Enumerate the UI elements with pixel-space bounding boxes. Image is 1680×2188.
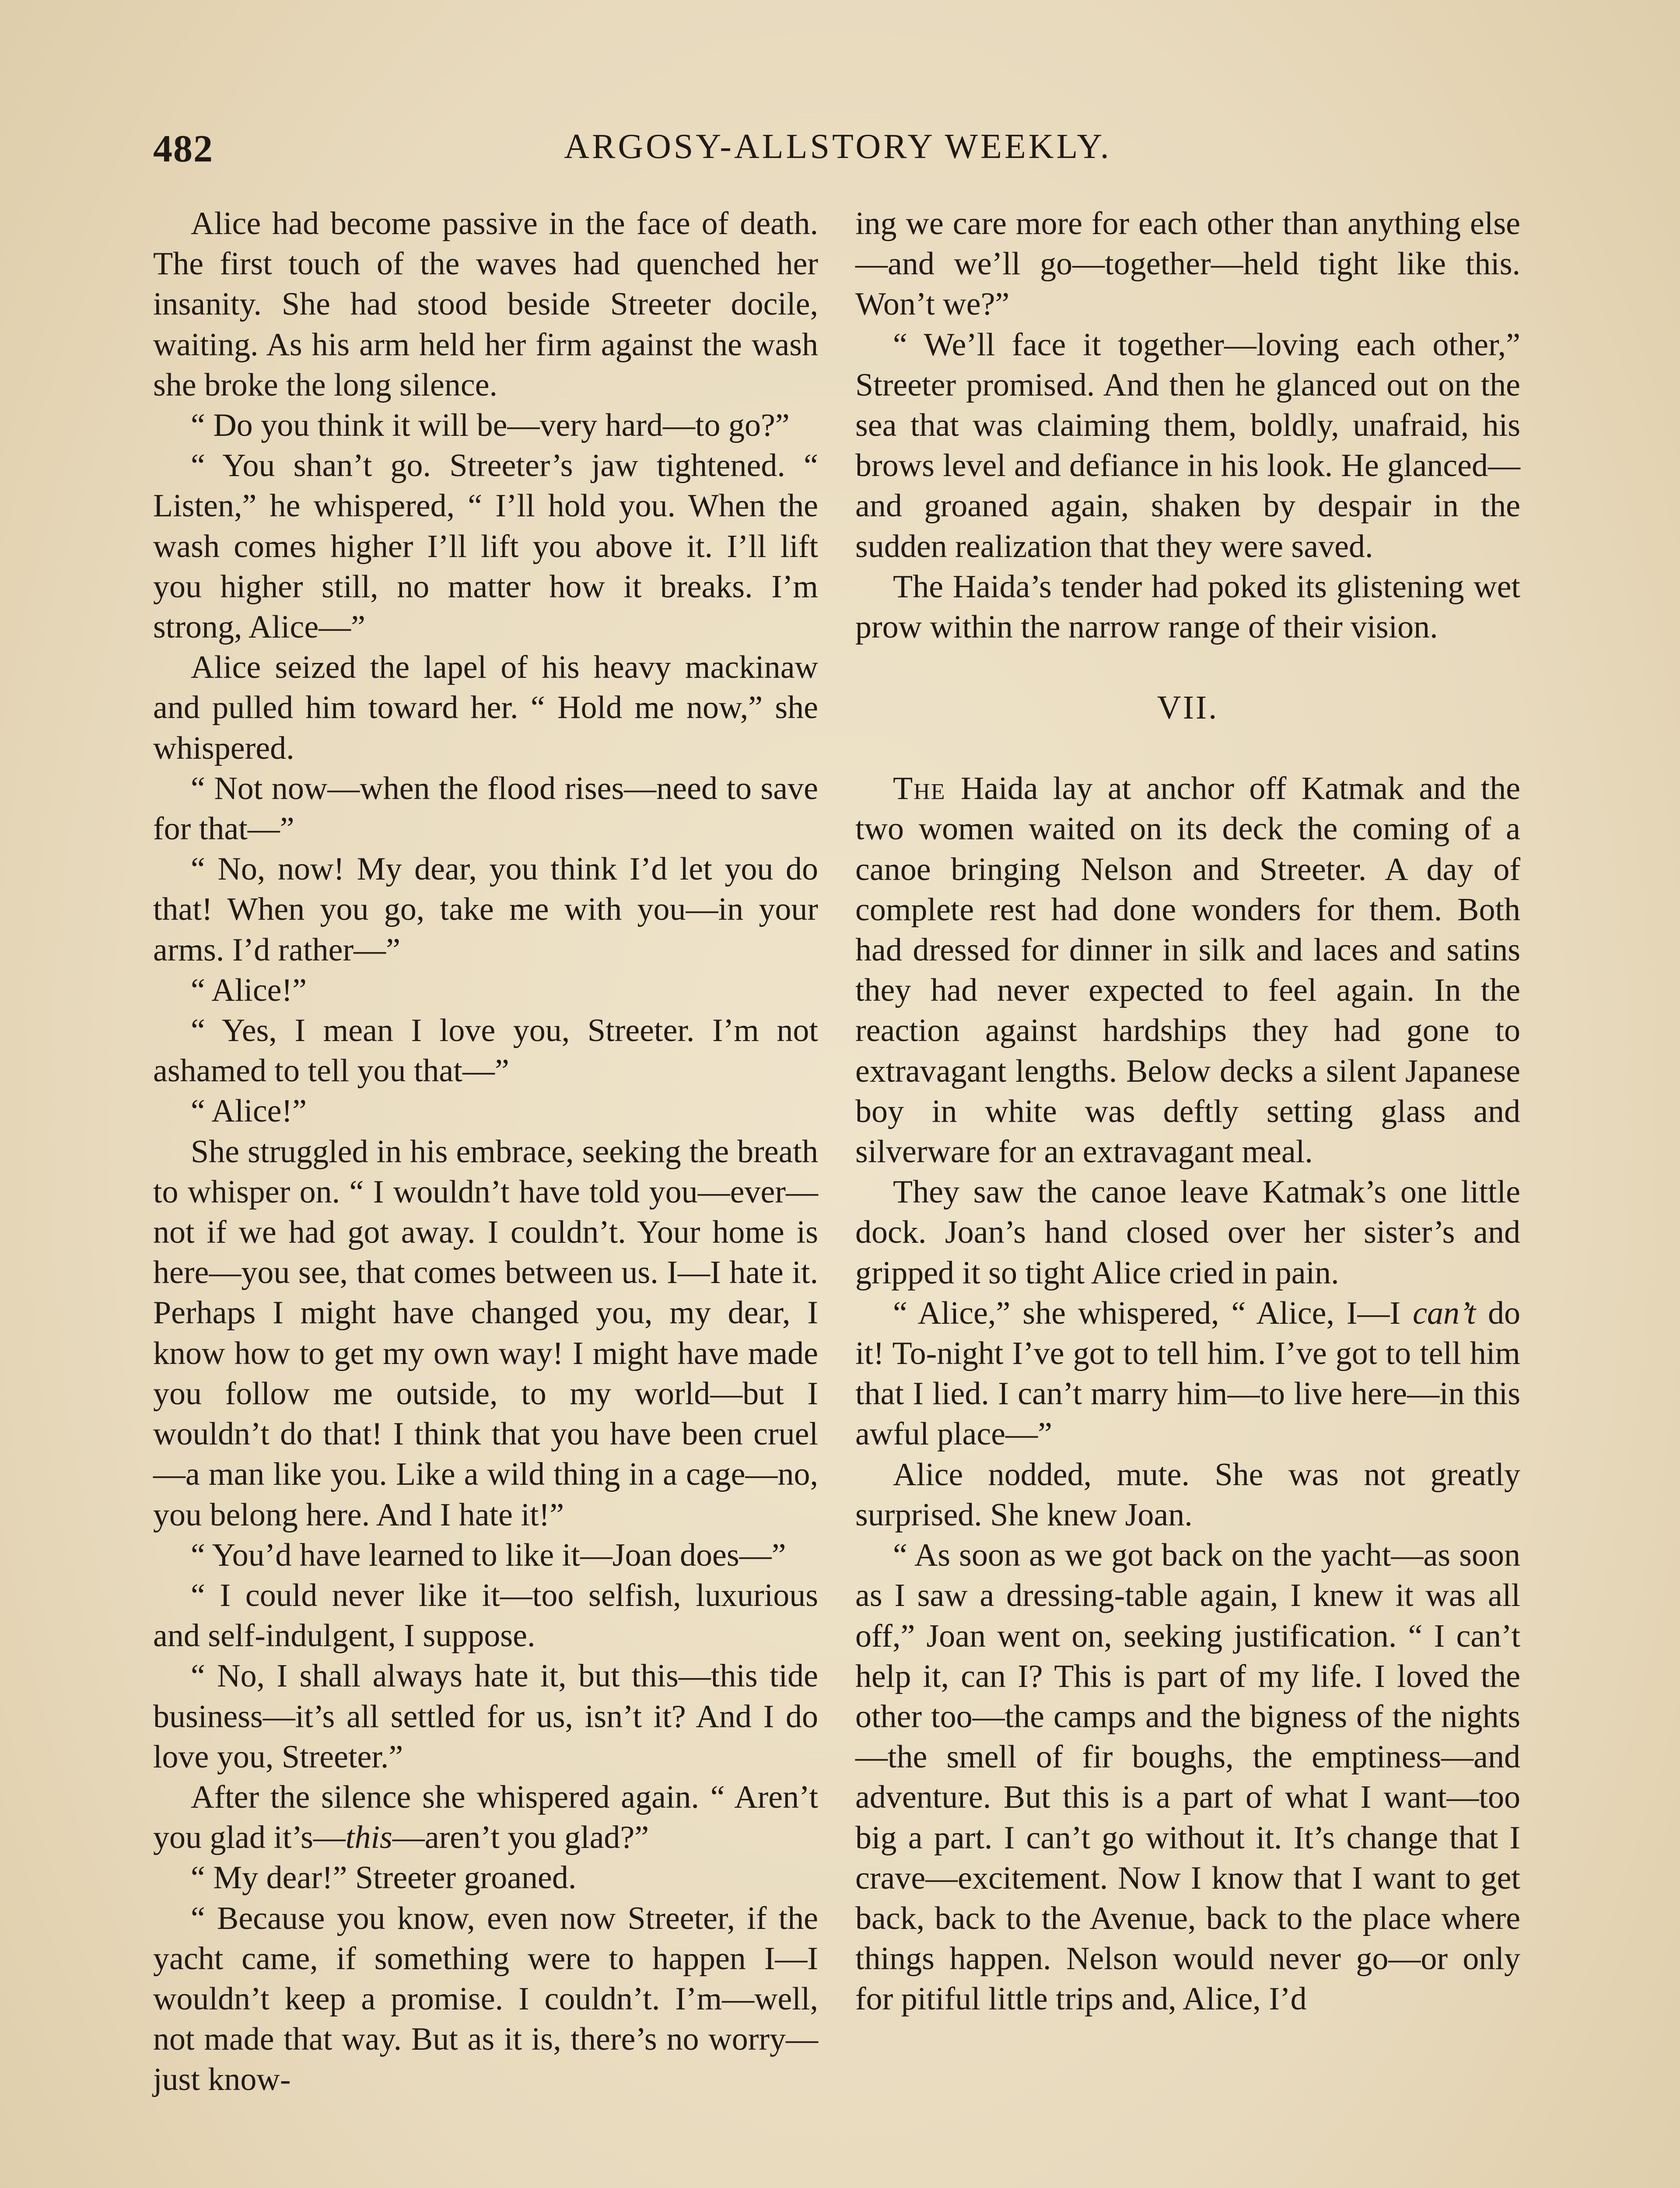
paragraph-text: After the silence she whispered again. “ Aren’t you glad it’s—	[153, 1779, 818, 1856]
paragraph: She struggled in his embrace, seeking the breath to whisper on. “ I wouldn’t have told you—ever—not if we had got away. I couldn’t. Your home is here—you see, that comes between us. I—I hate it. Perhaps I might have changed you, my dear, I know how to get my own way! I might have made you follow me outside, to my world—but I wouldn’t do that! I think that you have been cruel—a man like you. Like a wild thing in a cage—no, you belong here. And I hate it!”	[153, 1133, 818, 1533]
paragraph: “ No, now! My dear, you think I’d let you do that! When you go, take me with you—in your arms. I’d rather—”	[153, 851, 818, 968]
paragraph: “ We’ll face it together—loving each other,” Streeter promised. And then he glanced out on the sea that was claiming them, boldly, unafraid, his brows level and defiance in his look. He glanced—and groaned again, shaken by despair in the sudden realization that they were saved.	[855, 326, 1520, 565]
running-title: ARGOSY-ALLSTORY WEEKLY.	[564, 127, 1112, 166]
emphasis-text: can’t	[1413, 1295, 1476, 1331]
paragraph: “ No, I shall always hate it, but this—this tide business—it’s all settled for us, isn’t it? And I do love you, Streeter.”	[153, 1658, 818, 1775]
paragraph: The Haida’s tender had poked its glistening wet prow within the narrow range of their vision.	[855, 568, 1520, 645]
paragraph: They saw the canoe leave Katmak’s one little dock. Joan’s hand closed over her sister’s and gripped it so tight Alice cried in pain.	[855, 1174, 1520, 1291]
paragraph: Alice seized the lapel of his heavy mackinaw and pulled him toward her. “ Hold me now,” she whispered.	[153, 649, 818, 766]
paragraph-text: —aren’t you glad?”	[392, 1820, 649, 1856]
paragraph: “ You’d have learned to like it—Joan does—”	[191, 1537, 786, 1573]
paragraph: “ Alice!”	[191, 972, 307, 1008]
paragraph	[153, 1777, 818, 1858]
drop-lead-word: The	[893, 771, 946, 807]
right-column	[855, 203, 1520, 2020]
section-heading: VII.	[1157, 689, 1219, 726]
paragraph-text: do it! To-night I’ve got to tell him. I’ve got to tell him that I lied. I can’t marry him—to live here—in this awful place—”	[855, 1295, 1520, 1452]
paragraph: “ Not now—when the flood rises—need to save for that—”	[153, 770, 818, 847]
left-column	[153, 203, 818, 2100]
paragraph: “ As soon as we got back on the yacht—as soon as I saw a dressing-table again, I knew it was all off,” Joan went on, seeking justification. “ I can’t help it, can I? This is part of my life. I loved the other too—the camps and the bigness of the nights—the smell of fir boughs, the emptiness—and adventure. But this is a part of what I want—too big a part. I can’t go without it. It’s change that I crave—excitement. Now I know that I want to get back, back to the Avenue, back to the place where things happen. Nelson would never go—or only for pitiful little trips and, Alice, I’d	[855, 1537, 1520, 2017]
paragraph: “ Because you know, even now Streeter, if the yacht came, if something were to happen I—I wouldn’t keep a promise. I couldn’t. I’m—well, not made that way. But as it is, there’s no worry—just know-	[153, 1900, 818, 2098]
paragraph: “ I could never like it—too selfish, luxurious and self-indulgent, I suppose.	[153, 1577, 818, 1654]
paragraph: “ You shan’t go. Streeter’s jaw tightened. “ Listen,” he whispered, “ I’ll hold you. When the wash comes higher I’ll lift you above it. I’ll lift you higher still, no matter how it breaks. I’m strong, Alice—”	[153, 448, 818, 645]
paragraph: “ Do you think it will be—very hard—to go?”	[191, 407, 790, 444]
page-number: 482	[153, 128, 214, 170]
paragraph	[855, 768, 1520, 1172]
paragraph: Alice nodded, mute. She was not greatly surprised. She knew Joan.	[855, 1456, 1520, 1533]
paragraph: Alice had become passive in the face of death. The first touch of the waves had quenched her insanity. She had stood beside Streeter docile, waiting. As his arm held her firm against the wash she broke the long silence.	[153, 206, 818, 403]
paragraph	[855, 1293, 1520, 1455]
emphasis-text: this	[345, 1820, 392, 1856]
paragraph: “ Yes, I mean I love you, Streeter. I’m not ashamed to tell you that—”	[153, 1013, 818, 1089]
page-header	[153, 127, 1522, 179]
paragraph-text: Haida lay at anchor off Katmak and the two women waited on its deck the coming of a canoe bringing Nelson and Streeter. A day of complete rest had done wonders for them. Both had dressed for dinner in silk and laces and satins they had never expected to feel again. In the reaction against hardships they had gone to extravagant lengths. Below decks a silent Japanese boy in white was deftly setting glass and silverware for an extravagant meal.	[855, 771, 1520, 1170]
paragraph: “ Alice!”	[191, 1093, 307, 1129]
paragraph-text: “ Alice,” she whispered, “ Alice, I—I	[893, 1295, 1413, 1331]
paragraph: ing we care more for each other than anything else—and we’ll go—together—held tight like this. Won’t we?”	[855, 206, 1520, 323]
paragraph: “ My dear!” Streeter groaned.	[191, 1860, 577, 1896]
